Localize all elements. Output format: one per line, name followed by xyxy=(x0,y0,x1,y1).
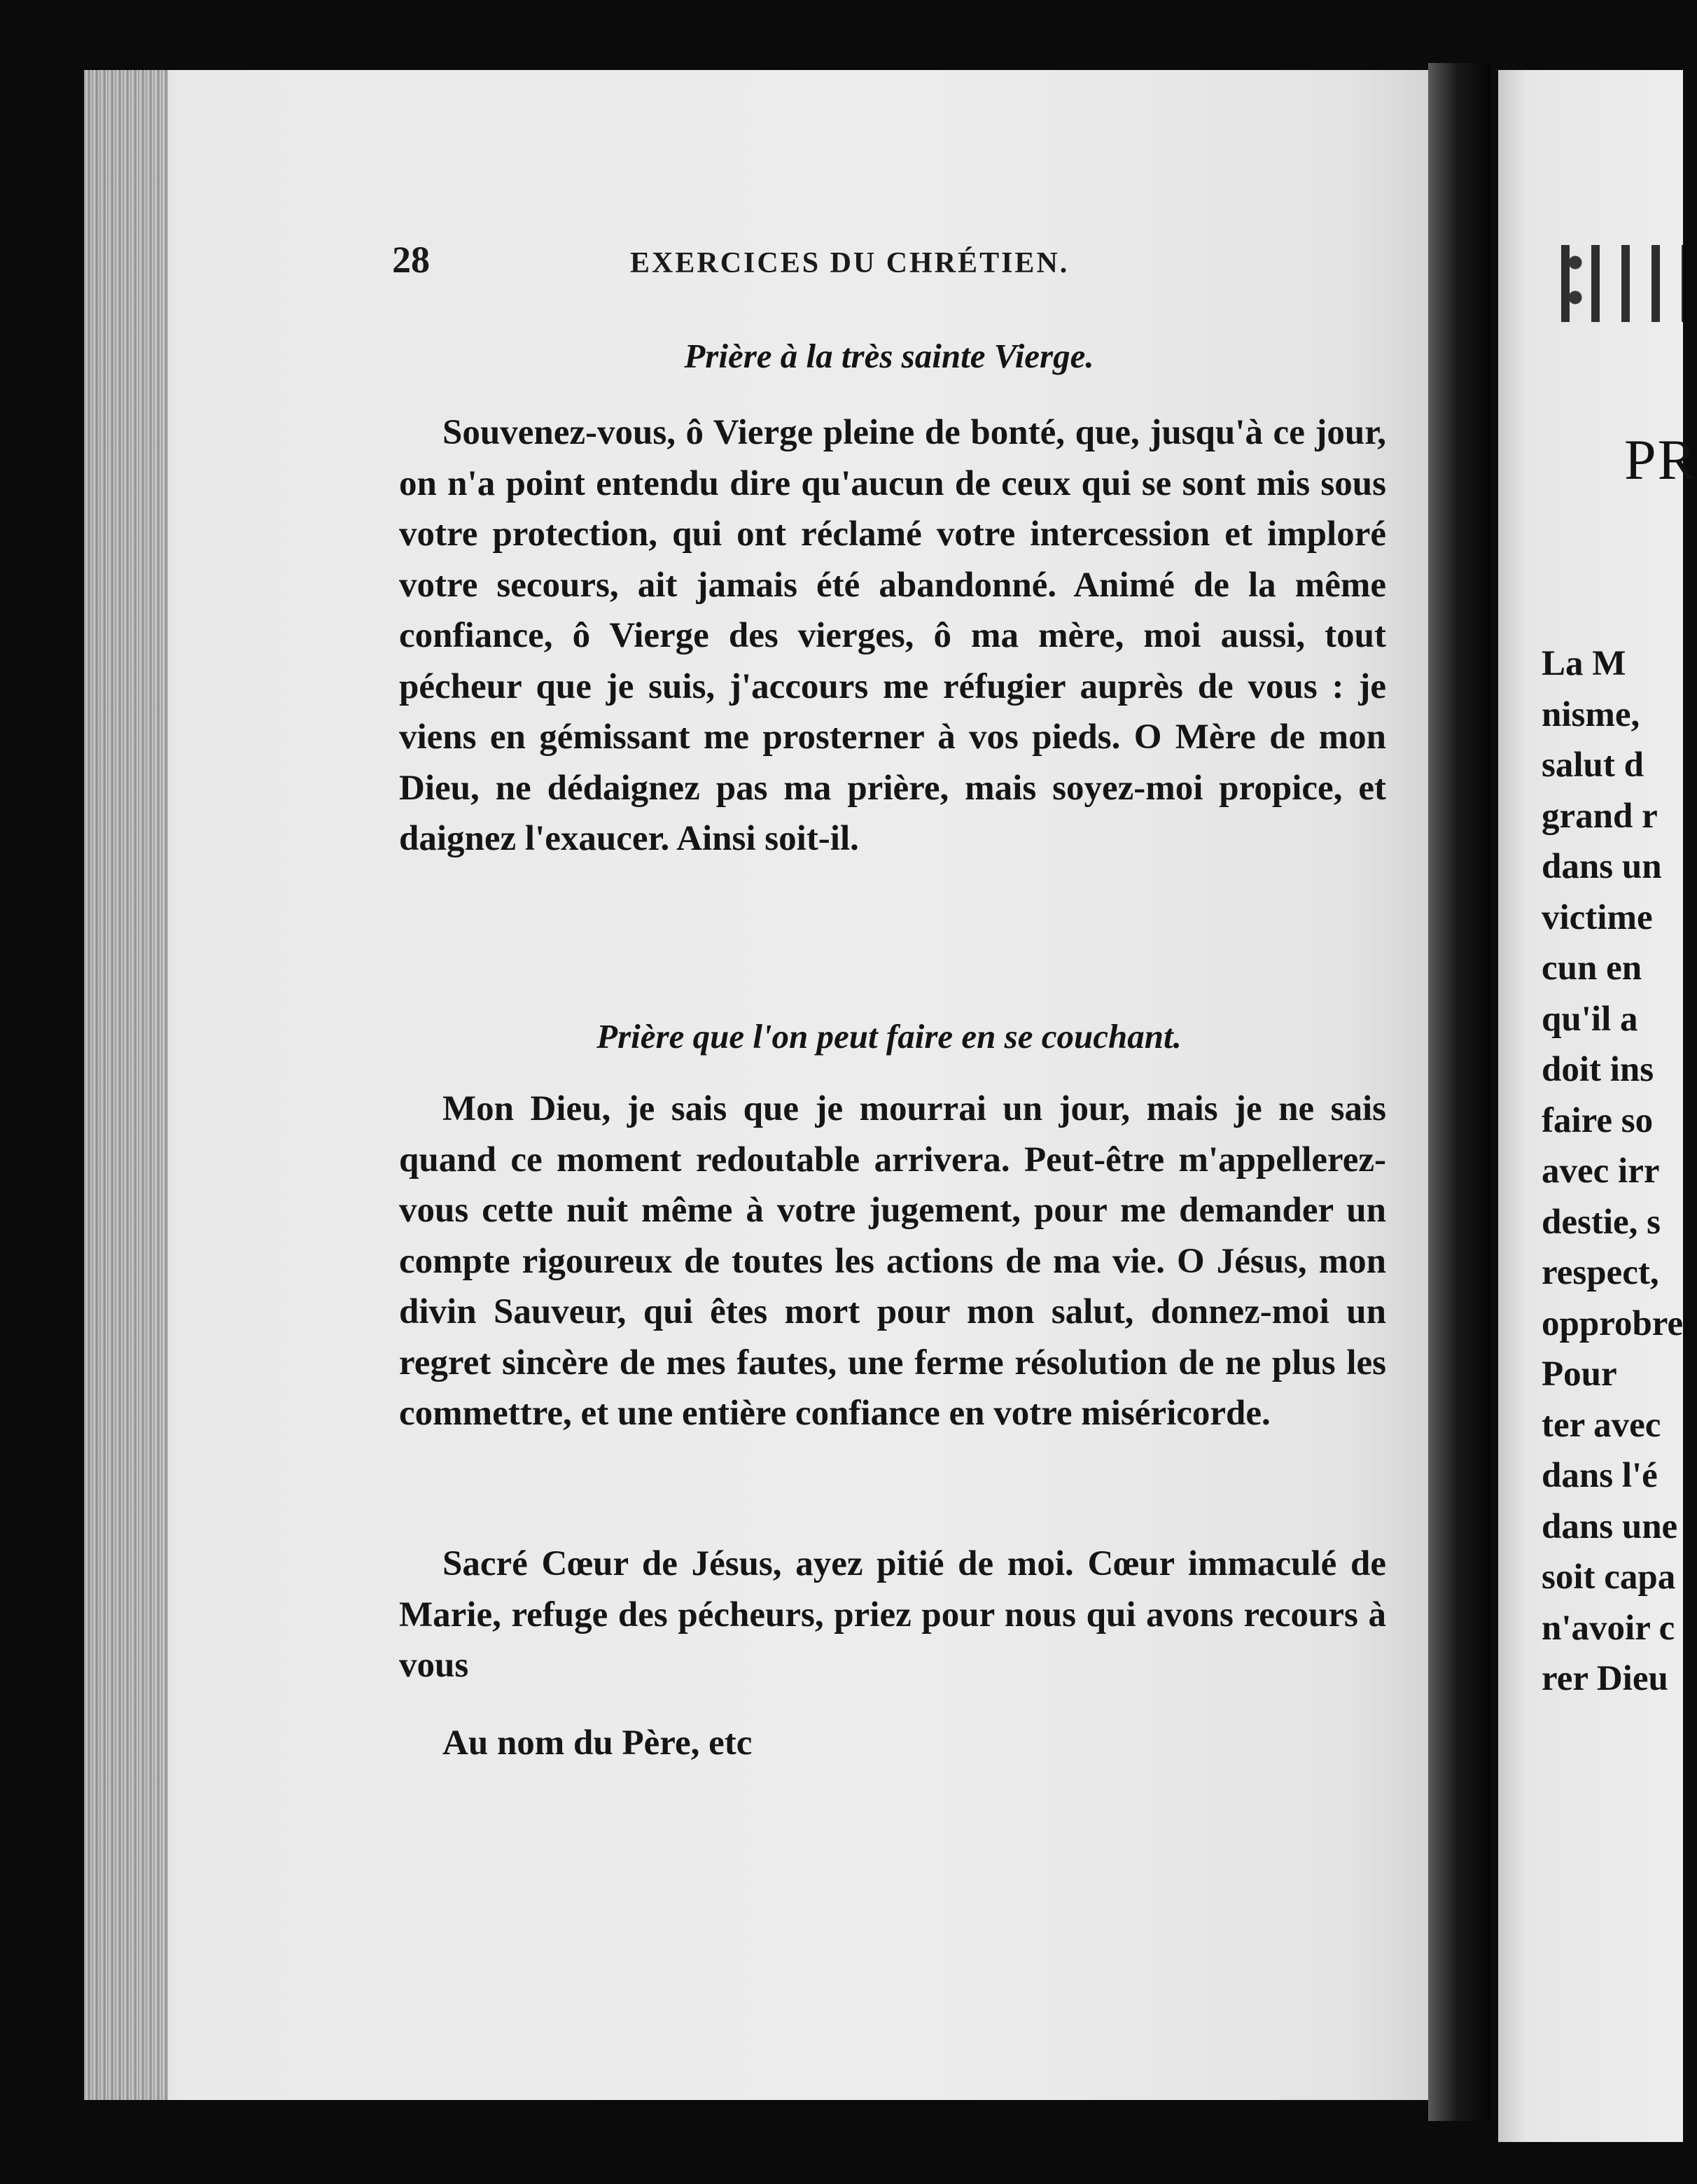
right-page-line: opprobre xyxy=(1542,1303,1684,1343)
right-page-line: cun en xyxy=(1542,948,1642,988)
page-edges xyxy=(84,70,168,2100)
right-page-line: dans une xyxy=(1542,1506,1678,1546)
book-spine xyxy=(1428,63,1491,2121)
right-page-line: faire so xyxy=(1542,1100,1654,1140)
ornament-band-icon xyxy=(1561,245,1683,322)
right-page-line: respect, xyxy=(1542,1253,1659,1292)
right-page-line: La M xyxy=(1542,644,1626,683)
right-page-line: destie, s xyxy=(1542,1202,1661,1242)
right-page-line: avec irr xyxy=(1542,1152,1660,1191)
right-page-line: qu'il a xyxy=(1542,999,1638,1039)
prayer-text-bedtime: Mon Dieu, je sais que je mourrai un jour, mais je ne sais quand ce moment redoutable arrivera. Peut-être m'appellerez-vous cette nuit même à votre jugement, pour me demander un compte rigoureux de toutes les actions de ma vie. O Jésus, mon divin Sauveur, qui êtes mort pour mon salut, donnez-moi un regret sincère de mes fautes, une ferme résolution de ne plus les commettre, et une entière confiance en votre miséricorde. xyxy=(399,1089,1386,1433)
prayer-text-sacred-heart: Sacré Cœur de Jésus, ayez pitié de moi. Cœur immaculé de Marie, refuge des pécheurs, priez pour nous qui avons recours à vous xyxy=(399,1544,1386,1685)
right-page-line: dans un xyxy=(1542,847,1662,886)
right-page-title: PR xyxy=(1624,428,1697,491)
right-page xyxy=(1498,70,1697,2142)
right-page-line: rer Dieu xyxy=(1542,1659,1668,1698)
right-page-line: ter avec xyxy=(1542,1405,1661,1445)
page-number: 28 xyxy=(392,239,430,281)
running-title: EXERCICES DU CHRÉTIEN. xyxy=(630,247,1070,279)
right-page-line: dans l'é xyxy=(1542,1456,1658,1495)
prayer-heading-virgin: Prière à la très sainte Vierge. xyxy=(684,337,1094,375)
right-page-line: grand r xyxy=(1542,796,1658,836)
right-page-line: soit capa xyxy=(1542,1558,1676,1597)
prayer-heading-bedtime: Prière que l'on peut faire en se couchant. xyxy=(596,1017,1182,1056)
prayer-text-virgin: Souvenez-vous, ô Vierge pleine de bonté, que, jusqu'à ce jour, on n'a point entendu dire qu'aucun de ceux qui se sont mis sous votre protection, qui ont réclamé votre intercession et imploré votre secours, ait jamais été abandonné. Animé de la même confiance, ô Vierge des vierges, ô ma mère, moi aussi, tout pécheur que je suis, j'accours me réfugier auprès de vous : je viens en gémissant me prosterner à vos pieds. O Mère de mon Dieu, ne dédaignez pas ma prière, mais soyez-moi propice, et daignez l'exaucer. Ainsi soit-il. xyxy=(399,413,1386,858)
right-page-line: salut d xyxy=(1542,746,1644,785)
right-page-line: n'avoir c xyxy=(1542,1608,1675,1648)
right-page-line: doit ins xyxy=(1542,1050,1654,1089)
right-page-line: victime xyxy=(1542,897,1653,937)
right-page-line: Pour xyxy=(1542,1354,1617,1394)
page-header xyxy=(392,238,1386,281)
right-page-line: nisme, xyxy=(1542,694,1640,734)
prayer-closing: Au nom du Père, etc xyxy=(442,1723,753,1763)
right-page-text xyxy=(1542,638,1683,1704)
